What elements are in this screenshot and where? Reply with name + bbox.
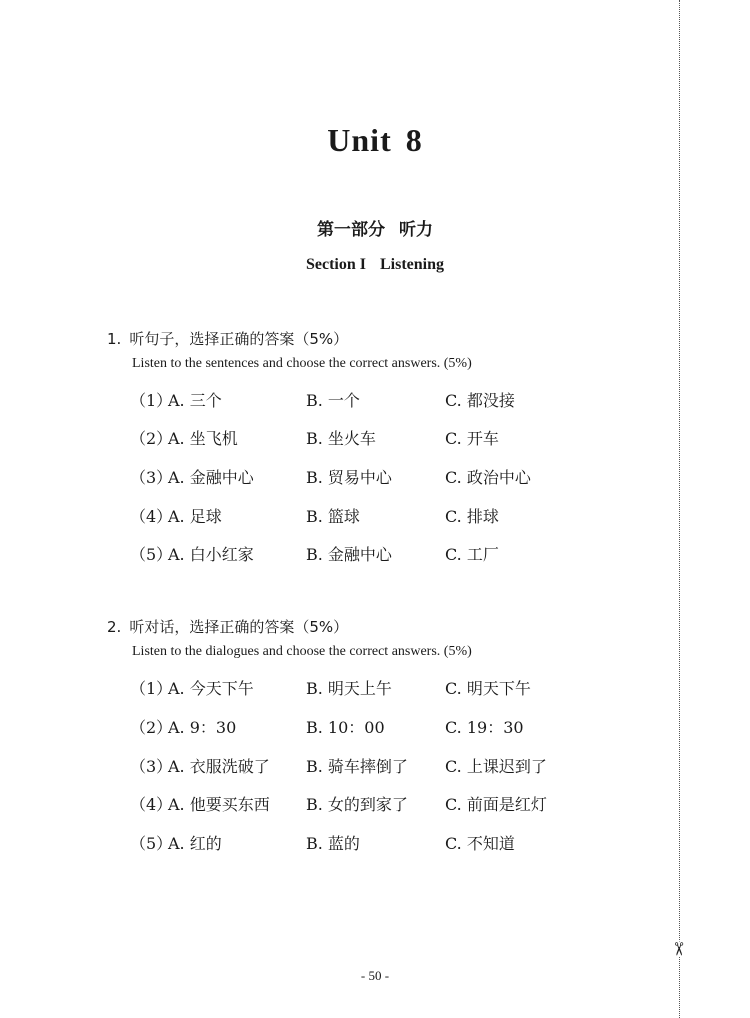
option-b: B. 骑车摔倒了 <box>306 757 408 776</box>
option-b: B. 篮球 <box>306 507 360 526</box>
question-1-item-1 <box>130 388 610 412</box>
option-c: C. 19：30 <box>445 718 524 737</box>
section-title-cn <box>0 215 750 240</box>
option-c: C. 明天下午 <box>445 679 531 698</box>
question-2-item-5 <box>130 831 610 855</box>
option-a: A. 金融中心 <box>168 468 254 487</box>
option-a: A. 坐飞机 <box>168 429 238 448</box>
item-index: （1） <box>130 391 173 410</box>
item-index: （3） <box>130 468 173 487</box>
option-a: A. 他要买东西 <box>168 795 270 814</box>
section-part-cn: 第一部分 <box>317 220 385 240</box>
cut-line <box>679 0 680 1018</box>
option-a: A. 今天下午 <box>168 679 254 698</box>
item-index: （5） <box>130 545 173 564</box>
question-1-item-5 <box>130 542 610 566</box>
option-b: B. 坐火车 <box>306 429 376 448</box>
question-2-instruction: Listen to the dialogues and choose the correct answers. (5%) <box>132 644 472 659</box>
question-number: 2. <box>107 618 122 636</box>
option-a: A. 白小红家 <box>168 545 254 564</box>
question-number: 1. <box>107 330 122 348</box>
question-title: 听句子，选择正确的答案（5%） <box>129 330 349 348</box>
question-2-item-1 <box>130 676 610 700</box>
option-b: B. 一个 <box>306 391 360 410</box>
item-index: （2） <box>130 429 173 448</box>
item-index: （4） <box>130 795 173 814</box>
option-c: C. 工厂 <box>445 545 499 564</box>
section-name-cn: 听力 <box>399 220 433 240</box>
option-c: C. 政治中心 <box>445 468 531 487</box>
item-index: （3） <box>130 757 173 776</box>
question-1-instruction: Listen to the sentences and choose the correct answers. (5%) <box>132 356 472 371</box>
option-b: B. 10：00 <box>306 718 385 737</box>
option-a: A. 三个 <box>168 391 222 410</box>
question-1-item-2 <box>130 426 610 450</box>
option-c: C. 开车 <box>445 429 499 448</box>
option-b: B. 女的到家了 <box>306 795 408 814</box>
option-b: B. 贸易中心 <box>306 468 392 487</box>
option-c: C. 前面是红灯 <box>445 795 547 814</box>
unit-number: 8 <box>405 122 423 158</box>
option-c: C. 不知道 <box>445 834 515 853</box>
option-a: A. 9：30 <box>168 718 237 737</box>
question-1-item-3 <box>130 465 610 489</box>
item-index: （4） <box>130 507 173 526</box>
question-2-item-4 <box>130 792 610 816</box>
section-part-en: Section I <box>305 256 366 273</box>
option-b: B. 明天上午 <box>306 679 392 698</box>
option-b: B. 蓝的 <box>306 834 360 853</box>
question-title: 听对话，选择正确的答案（5%） <box>129 618 349 636</box>
option-c: C. 上课迟到了 <box>445 757 547 776</box>
page-number: - 50 - <box>360 968 390 983</box>
option-b: B. 金融中心 <box>306 545 392 564</box>
unit-word: Unit <box>327 122 392 158</box>
question-1-item-4 <box>130 504 610 528</box>
question-1-heading <box>107 328 348 349</box>
option-c: C. 都没接 <box>445 391 515 410</box>
question-2-item-3 <box>130 754 610 778</box>
item-index: （5） <box>130 834 173 853</box>
question-2-heading <box>107 616 348 637</box>
option-c: C. 排球 <box>445 507 499 526</box>
question-2-item-2 <box>130 715 610 739</box>
section-name-en: Listening <box>379 256 444 273</box>
option-a: A. 衣服洗破了 <box>168 757 270 776</box>
option-a: A. 足球 <box>168 507 222 526</box>
item-index: （1） <box>130 679 173 698</box>
option-a: A. 红的 <box>168 834 222 853</box>
unit-title <box>0 122 750 159</box>
item-index: （2） <box>130 718 173 737</box>
scissors-icon: ✂ <box>667 941 689 957</box>
section-title-en <box>0 256 750 274</box>
